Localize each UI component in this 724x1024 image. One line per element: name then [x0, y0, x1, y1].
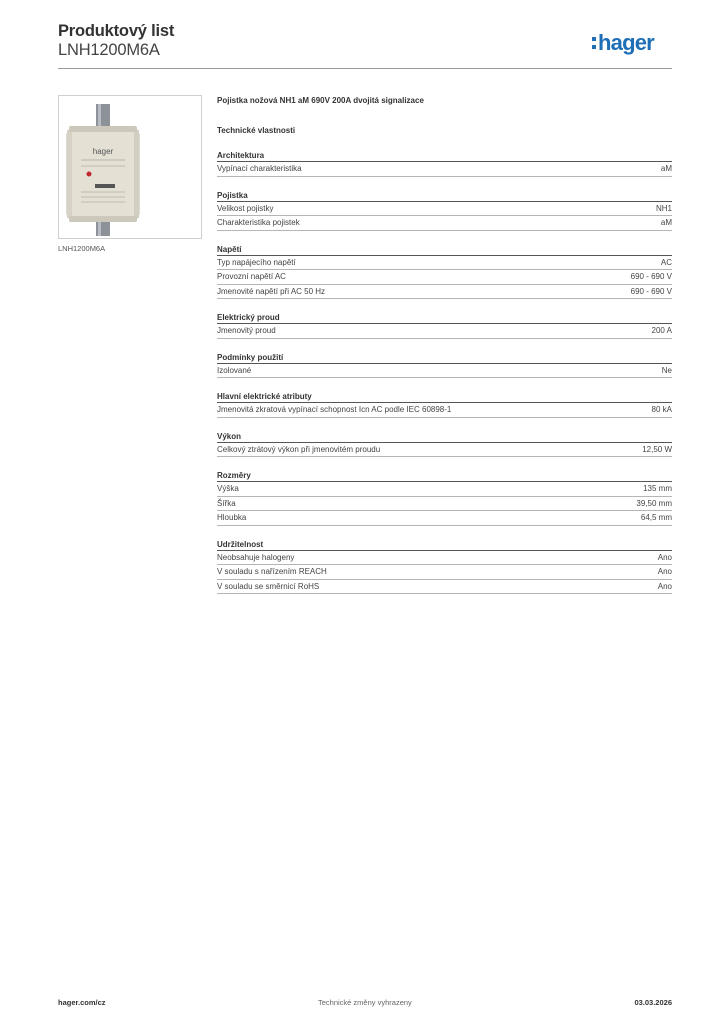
- product-title: Pojistka nožová NH1 aM 690V 200A dvojitá signalizace: [217, 96, 424, 105]
- group-title: Podmínky použití: [217, 352, 672, 364]
- group-title: Pojistka: [217, 190, 672, 202]
- fuse-label-brand: hager: [92, 147, 114, 156]
- page-header: [58, 20, 672, 70]
- property-value: 80 kA: [651, 405, 672, 414]
- property-value: 39,50 mm: [636, 498, 672, 508]
- property-group: [217, 431, 672, 458]
- fuse-image: [59, 96, 201, 238]
- group-title: Výkon: [217, 431, 672, 443]
- group-title: Elektrický proud: [217, 312, 672, 324]
- property-label: Hloubka: [217, 513, 247, 522]
- property-label: Charakteristika pojistek: [217, 218, 300, 227]
- product-image-frame: [58, 95, 202, 239]
- product-details: [217, 95, 672, 594]
- property-label: V souladu s nařízením REACH: [217, 567, 327, 576]
- property-row: [217, 551, 672, 566]
- header-divider: [58, 68, 672, 69]
- property-row: [217, 443, 672, 458]
- property-row: [217, 202, 672, 217]
- property-value: Ano: [657, 581, 672, 591]
- group-title: Rozměry: [217, 470, 672, 482]
- property-group: [217, 312, 672, 339]
- property-group: [217, 244, 672, 300]
- property-group: [217, 352, 672, 379]
- property-label: Šířka: [217, 498, 236, 508]
- property-label: Jmenovité napětí při AC 50 Hz: [217, 286, 326, 296]
- property-row: [217, 364, 672, 379]
- hager-logo[interactable]: [592, 26, 672, 58]
- property-label: Výška: [217, 484, 239, 493]
- property-groups: [217, 150, 672, 594]
- image-caption: LNH1200M6A: [58, 244, 106, 253]
- section-heading: Technické vlastnosti: [217, 126, 296, 135]
- property-value: 690 - 690 V: [630, 286, 672, 296]
- property-value: 64,5 mm: [640, 513, 672, 522]
- property-row: [217, 403, 672, 418]
- indicator-icon: [87, 172, 92, 177]
- property-label: Vypínací charakteristika: [217, 164, 302, 173]
- property-value: 135 mm: [643, 484, 672, 493]
- product-code: LNH1200M6A: [58, 41, 160, 59]
- property-label: Neobsahuje halogeny: [217, 552, 295, 562]
- property-group: [217, 470, 672, 526]
- property-row: [217, 270, 672, 285]
- property-value: 690 - 690 V: [630, 272, 672, 281]
- document-title: Produktový list: [58, 22, 175, 40]
- property-group: [217, 391, 672, 418]
- property-group: [217, 150, 672, 177]
- group-title: Napětí: [217, 244, 672, 256]
- footer-note: Technické změny vyhrazeny: [318, 998, 412, 1007]
- property-label: Jmenovitý proud: [217, 326, 276, 335]
- property-row: [217, 324, 672, 339]
- footer-date: 03.03.2026: [634, 998, 672, 1007]
- group-title: Hlavní elektrické atributy: [217, 391, 672, 403]
- property-row: [217, 285, 672, 300]
- property-value: Ano: [657, 552, 672, 562]
- property-row: [217, 580, 672, 595]
- property-row: [217, 497, 672, 512]
- property-label: Jmenovitá zkratová vypínací schopnost Icn AC podle IEC 60898-1: [217, 405, 452, 414]
- group-title: Architektura: [217, 150, 672, 162]
- property-row: [217, 565, 672, 580]
- property-label: Typ napájecího napětí: [217, 257, 296, 267]
- group-title: Udržitelnost: [217, 539, 672, 551]
- property-value: NH1: [655, 203, 672, 213]
- footer-link[interactable]: hager.com/cz: [58, 998, 106, 1007]
- property-label: Velikost pojistky: [217, 203, 274, 213]
- property-label: Provozní napětí AC: [217, 272, 286, 281]
- property-row: [217, 216, 672, 231]
- property-value: aM: [660, 164, 672, 173]
- property-value: 200 A: [651, 326, 672, 335]
- property-group: [217, 190, 672, 231]
- logo-wordmark: hager: [598, 30, 654, 55]
- property-row: [217, 256, 672, 271]
- property-value: AC: [660, 257, 672, 267]
- property-row: [217, 482, 672, 497]
- property-label: Izolované: [217, 365, 252, 375]
- page-footer: [58, 998, 672, 1010]
- property-group: [217, 539, 672, 595]
- property-label: V souladu se směrnicí RoHS: [217, 581, 320, 591]
- property-row: [217, 162, 672, 177]
- property-value: aM: [660, 218, 672, 227]
- property-value: 12,50 W: [642, 444, 672, 454]
- property-label: Celkový ztrátový výkon při jmenovitém proudu: [217, 444, 381, 454]
- property-value: Ano: [657, 567, 672, 576]
- property-row: [217, 511, 672, 526]
- property-value: Ne: [661, 365, 672, 375]
